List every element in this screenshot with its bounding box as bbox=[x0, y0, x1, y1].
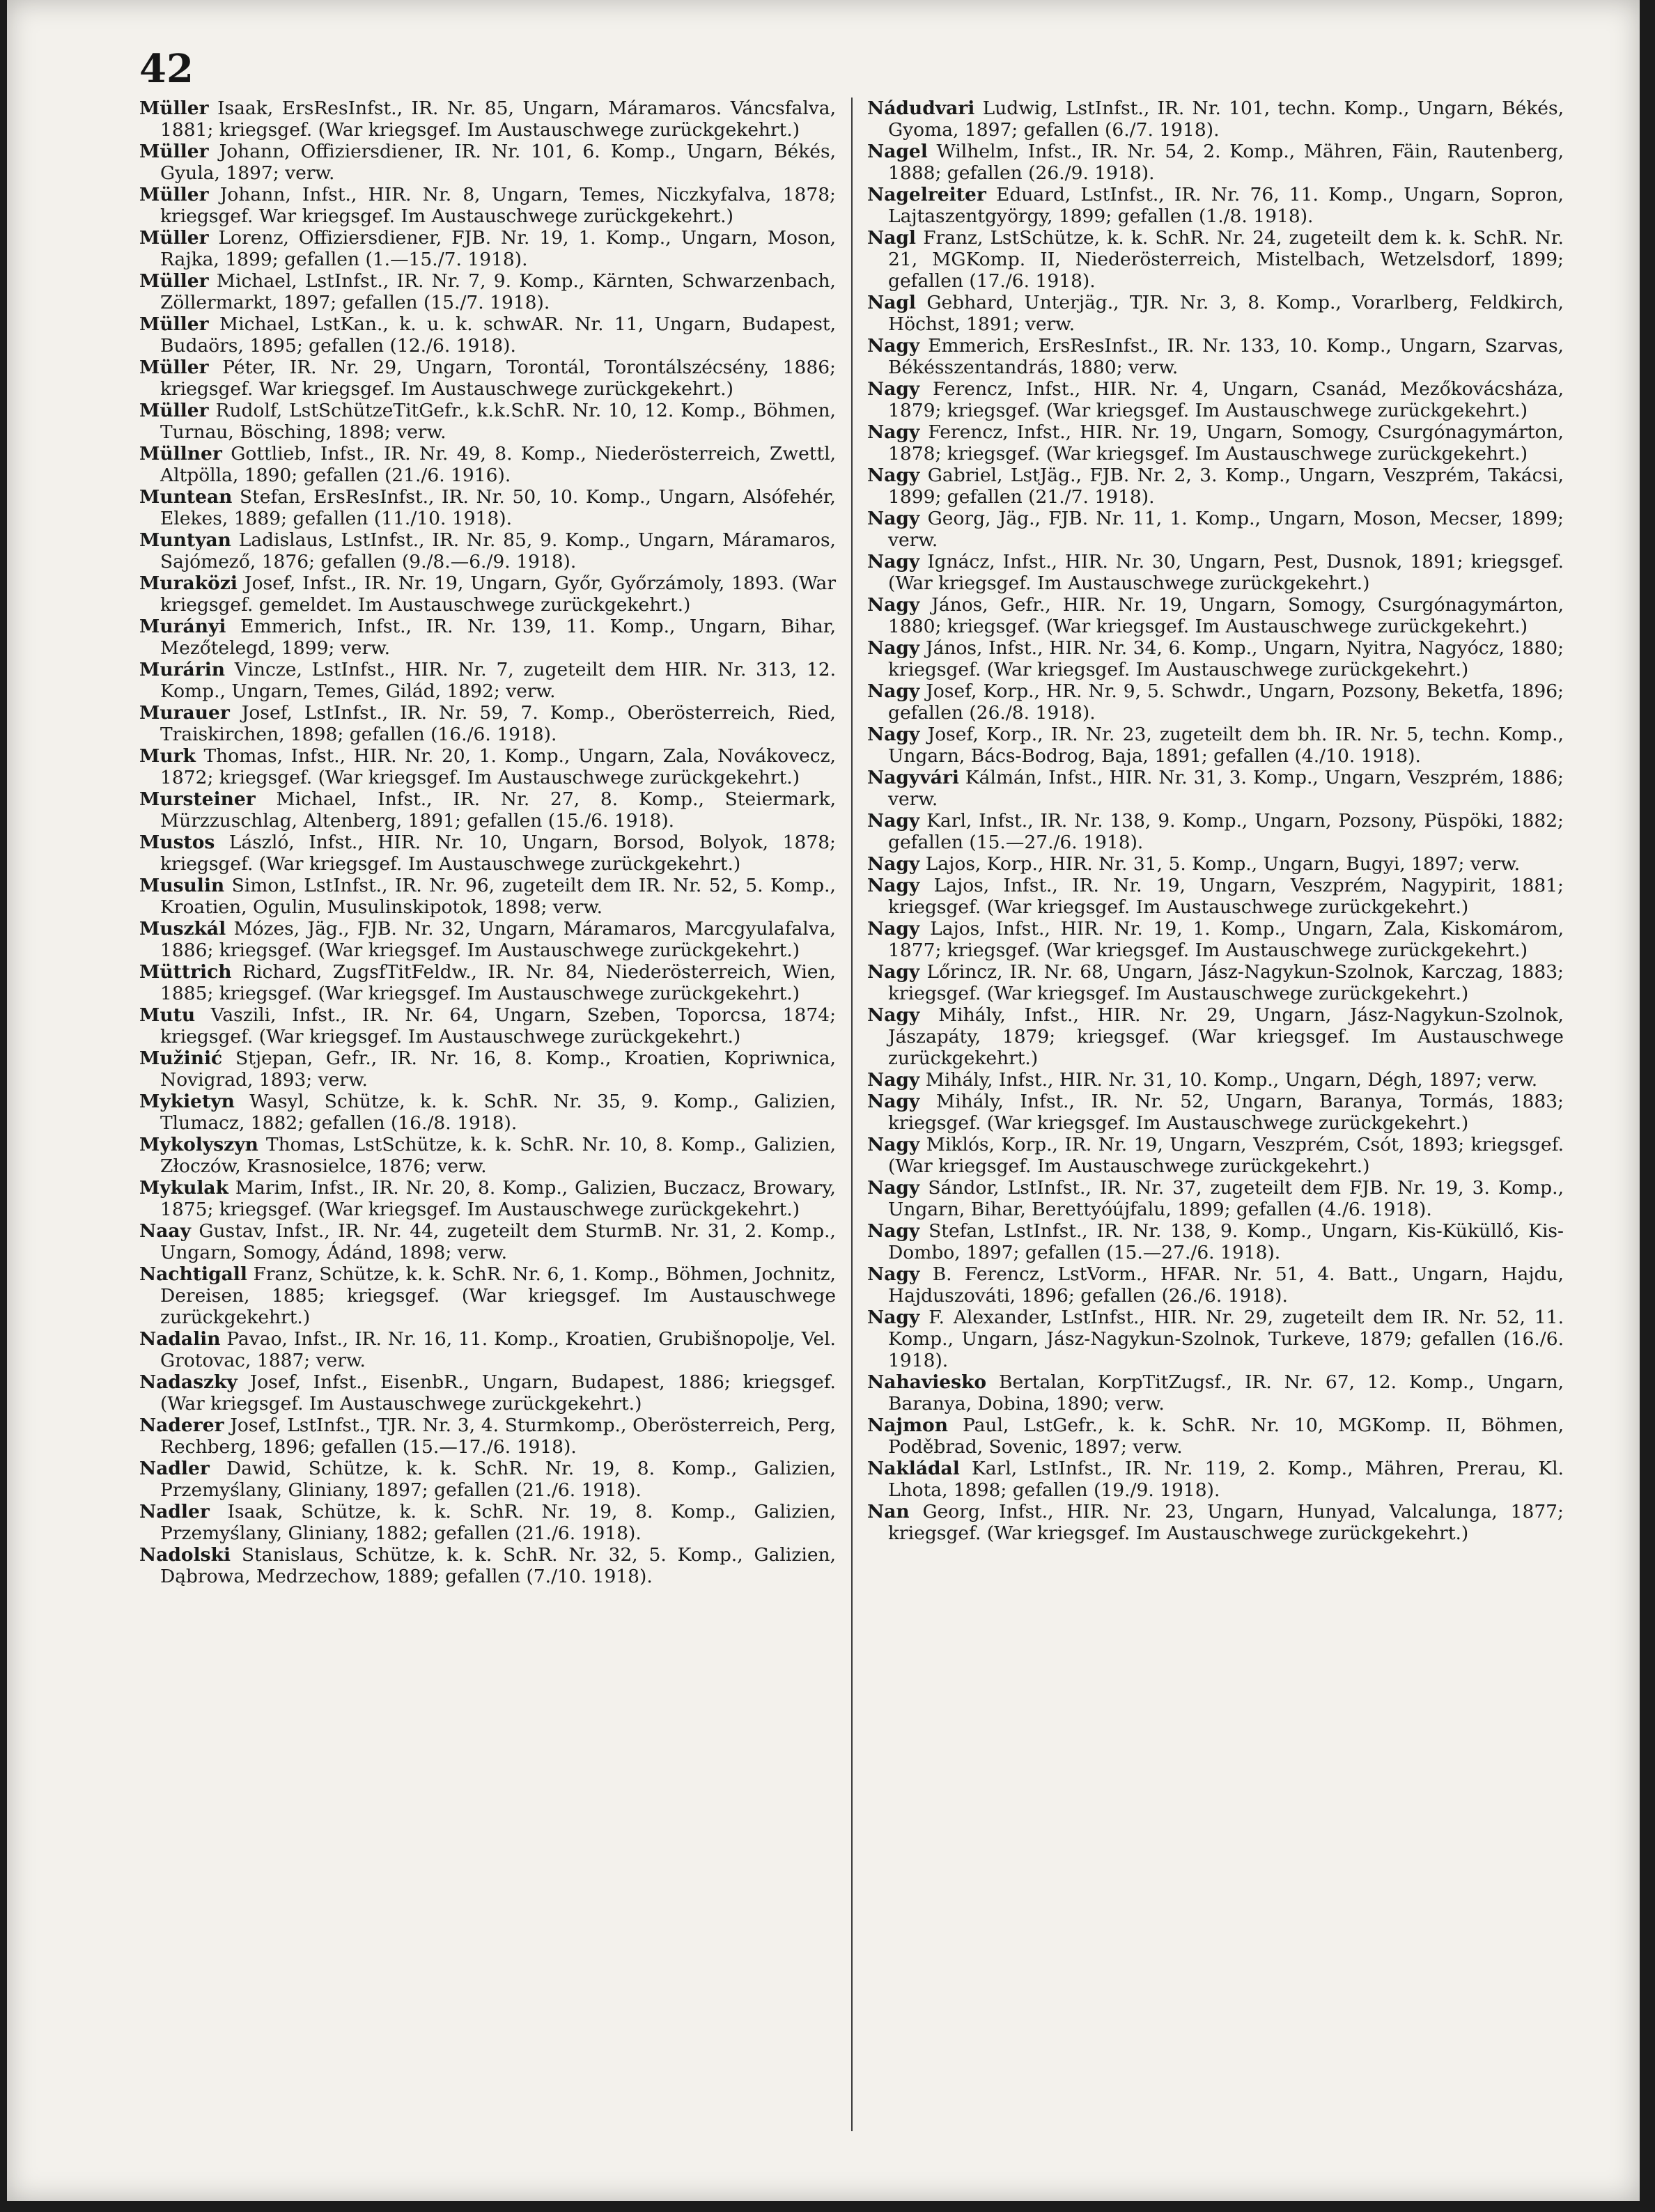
entry-surname: Mykulak bbox=[139, 1177, 228, 1199]
entry-details: Franz, Schütze, k. k. SchR. Nr. 6, 1. Komp., Böhmen, Jochnitz, Dereisen, 1885; kriegsgef. (War kriegsgef. Im Austauschwege zurückgekehrt.) bbox=[160, 1263, 836, 1328]
entry-details: Karl, Infst., IR. Nr. 138, 9. Komp., Ungarn, Pozsony, Püspöki, 1882; gefallen (15.—27./6. 1918). bbox=[888, 810, 1564, 853]
list-entry bbox=[867, 508, 1564, 551]
entry-surname: Nagy bbox=[867, 875, 920, 896]
entry-surname: Nagy bbox=[867, 1177, 920, 1199]
list-entry bbox=[867, 1091, 1564, 1134]
entry-surname: Müller bbox=[139, 270, 209, 292]
entry-details: Kálmán, Infst., HIR. Nr. 31, 3. Komp., Ungarn, Veszprém, 1886; verw. bbox=[888, 767, 1564, 810]
entry-details: Pavao, Infst., IR. Nr. 16, 11. Komp., Kroatien, Grubišnopolje, Vel. Grotovac, 1887; verw. bbox=[160, 1328, 836, 1371]
entry-surname: Müller bbox=[139, 141, 209, 162]
list-entry bbox=[867, 421, 1564, 465]
entry-surname: Müller bbox=[139, 227, 209, 249]
entry-surname: Nagy bbox=[867, 1307, 920, 1328]
entry-surname: Nagy bbox=[867, 853, 920, 875]
list-entry bbox=[139, 1134, 836, 1177]
entry-surname: Murk bbox=[139, 745, 196, 767]
list-entry bbox=[139, 659, 836, 702]
entry-surname: Nagy bbox=[867, 508, 920, 529]
list-entry bbox=[139, 616, 836, 659]
entry-surname: Nagy bbox=[867, 961, 920, 983]
list-entry bbox=[867, 98, 1564, 141]
list-entry bbox=[139, 1177, 836, 1220]
entry-details: Josef, Korp., IR. Nr. 23, zugeteilt dem bh. IR. Nr. 5, techn. Komp., Ungarn, Bács-Bodrog, Baja, 1891; gefallen (4./10. 1918). bbox=[888, 724, 1564, 767]
entry-details: Stjepan, Gefr., IR. Nr. 16, 8. Komp., Kroatien, Kopriwnica, Novigrad, 1893; verw. bbox=[160, 1047, 836, 1091]
entry-details: Josef, Infst., EisenbR., Ungarn, Budapest, 1886; kriegsgef. (War kriegsgef. Im Austauschwege zurückgekehrt.) bbox=[160, 1371, 836, 1415]
list-entry bbox=[139, 1047, 836, 1091]
list-entry bbox=[139, 270, 836, 313]
list-entry bbox=[867, 1177, 1564, 1220]
entry-details: Michael, LstInfst., IR. Nr. 7, 9. Komp., Kärnten, Schwarzenbach, Zöllermarkt, 1897; gefallen (15./7. 1918). bbox=[160, 270, 836, 313]
entry-surname: Muntyan bbox=[139, 529, 231, 551]
list-entry bbox=[139, 313, 836, 357]
entry-surname: Müller bbox=[139, 357, 209, 378]
entry-details: Paul, LstGefr., k. k. SchR. Nr. 10, MGKomp. II, Böhmen, Poděbrad, Sovenic, 1897; verw. bbox=[888, 1415, 1564, 1458]
list-entry bbox=[139, 1415, 836, 1458]
list-entry bbox=[867, 1069, 1564, 1091]
list-entry bbox=[867, 551, 1564, 594]
list-entry bbox=[867, 1458, 1564, 1501]
entry-surname: Mužinić bbox=[139, 1047, 223, 1069]
entry-details: Stefan, ErsResInfst., IR. Nr. 50, 10. Komp., Ungarn, Alsófehér, Elekes, 1889; gefallen (11./10. 1918). bbox=[160, 486, 836, 529]
entry-surname: Nagelreiter bbox=[867, 184, 986, 205]
list-entry bbox=[867, 767, 1564, 810]
list-entry bbox=[139, 529, 836, 573]
page-number: 42 bbox=[139, 46, 194, 92]
entry-surname: Mutu bbox=[139, 1004, 196, 1026]
entry-details: Emmerich, Infst., IR. Nr. 139, 11. Komp., Ungarn, Bihar, Mezőtelegd, 1899; verw. bbox=[160, 616, 836, 659]
entry-surname: Müttrich bbox=[139, 961, 232, 983]
entry-surname: Nagy bbox=[867, 594, 920, 616]
list-entry bbox=[867, 810, 1564, 853]
entry-surname: Naderer bbox=[139, 1415, 224, 1436]
list-entry bbox=[139, 400, 836, 443]
list-entry bbox=[867, 875, 1564, 918]
entry-details: Marim, Infst., IR. Nr. 20, 8. Komp., Galizien, Buczacz, Browary, 1875; kriegsgef. (War kriegsgef. Im Austauschwege zurückgekehrt.) bbox=[160, 1177, 836, 1220]
entry-details: Gabriel, LstJäg., FJB. Nr. 2, 3. Komp., Ungarn, Veszprém, Takácsi, 1899; gefallen (21./7. 1918). bbox=[888, 465, 1564, 508]
entry-surname: Mykolyszyn bbox=[139, 1134, 258, 1155]
list-entry bbox=[867, 918, 1564, 961]
entry-details: Ludwig, LstInfst., IR. Nr. 101, techn. Komp., Ungarn, Békés, Gyoma, 1897; gefallen (6./7. 1918). bbox=[888, 98, 1564, 141]
entry-details: Josef, LstInfst., IR. Nr. 59, 7. Komp., Oberösterreich, Ried, Traiskirchen, 1898; gefallen (16./6. 1918). bbox=[160, 702, 836, 745]
entry-surname: Nakládal bbox=[867, 1458, 960, 1479]
entry-details: Josef, LstInfst., TJR. Nr. 3, 4. Sturmkomp., Oberösterreich, Perg, Rechberg, 1896; gefallen (15.—17./6. 1918). bbox=[160, 1415, 836, 1458]
entry-surname: Müller bbox=[139, 184, 209, 205]
entry-surname: Nagy bbox=[867, 1134, 920, 1155]
entry-surname: Nadalin bbox=[139, 1328, 221, 1350]
list-entry bbox=[867, 1415, 1564, 1458]
entry-details: Gottlieb, Infst., IR. Nr. 49, 8. Komp., Niederösterreich, Zwettl, Altpölla, 1890; gefallen (21./6. 1916). bbox=[160, 443, 836, 486]
entry-details: Vincze, LstInfst., HIR. Nr. 7, zugeteilt dem HIR. Nr. 313, 12. Komp., Ungarn, Temes, Gilád, 1892; verw. bbox=[160, 659, 836, 702]
entry-surname: Nahaviesko bbox=[867, 1371, 987, 1393]
entry-surname: Nagy bbox=[867, 465, 920, 486]
entry-surname: Nagy bbox=[867, 1220, 920, 1242]
list-entry bbox=[139, 1220, 836, 1263]
list-entry bbox=[139, 1371, 836, 1415]
list-entry bbox=[867, 594, 1564, 637]
entry-details: Josef, Infst., IR. Nr. 19, Ungarn, Győr, Győrzámoly, 1893. (War kriegsgef. gemeldet. Im Austauschwege zurückgekehrt.) bbox=[160, 573, 836, 616]
entry-surname: Nagl bbox=[867, 227, 916, 249]
entry-details: Thomas, Infst., HIR. Nr. 20, 1. Komp., Ungarn, Zala, Novákovecz, 1872; kriegsgef. (War kriegsgef. Im Austauschwege zurückgekehrt.) bbox=[160, 745, 836, 788]
entry-details: Mihály, Infst., HIR. Nr. 29, Ungarn, Jász-Nagykun-Szolnok, Jászapáty, 1879; kriegsgef. (War kriegsgef. Im Austauschwege zurückgekehrt.) bbox=[888, 1004, 1564, 1069]
entry-surname: Mykietyn bbox=[139, 1091, 235, 1112]
entry-surname: Nagy bbox=[867, 421, 920, 443]
document-page bbox=[7, 0, 1640, 2201]
list-entry bbox=[867, 1220, 1564, 1263]
entry-surname: Mustos bbox=[139, 832, 215, 853]
entry-surname: Nagy bbox=[867, 1069, 920, 1091]
list-entry bbox=[139, 141, 836, 184]
entry-details: Lorenz, Offiziersdiener, FJB. Nr. 19, 1. Komp., Ungarn, Moson, Rajka, 1899; gefallen (1.—15./7. 1918). bbox=[160, 227, 836, 270]
entry-surname: Nadaszky bbox=[139, 1371, 238, 1393]
list-entry bbox=[139, 1263, 836, 1328]
list-entry bbox=[139, 184, 836, 227]
list-entry bbox=[139, 702, 836, 745]
entry-surname: Murányi bbox=[139, 616, 226, 637]
entry-details: László, Infst., HIR. Nr. 10, Ungarn, Borsod, Bolyok, 1878; kriegsgef. (War kriegsgef. Im Austauschwege zurückgekehrt.) bbox=[160, 832, 836, 875]
list-entry bbox=[139, 875, 836, 918]
entry-details: Ferencz, Infst., HIR. Nr. 4, Ungarn, Csanád, Mezőkovácsháza, 1879; kriegsgef. (War kriegsgef. Im Austauschwege zurückgekehrt.) bbox=[888, 378, 1564, 421]
entry-surname: Nagy bbox=[867, 810, 920, 832]
entry-details: Mózes, Jäg., FJB. Nr. 32, Ungarn, Máramaros, Marcgyulafalva, 1886; kriegsgef. (War kriegsgef. Im Austauschwege zurückgekehrt.) bbox=[160, 918, 836, 961]
list-entry bbox=[139, 1544, 836, 1587]
entry-details: Franz, LstSchütze, k. k. SchR. Nr. 24, zugeteilt dem k. k. SchR. Nr. 21, MGKomp. II, Niederösterreich, Mistelbach, Wetzelsdorf, 1899; gefallen (17./6. 1918). bbox=[888, 227, 1564, 292]
list-entry bbox=[139, 961, 836, 1004]
list-entry bbox=[867, 961, 1564, 1004]
entry-surname: Nádudvari bbox=[867, 98, 975, 119]
entry-surname: Nagy bbox=[867, 918, 920, 940]
entry-surname: Naay bbox=[139, 1220, 191, 1242]
list-entry bbox=[139, 832, 836, 875]
entry-surname: Müller bbox=[139, 98, 209, 119]
entry-surname: Nagyvári bbox=[867, 767, 959, 788]
list-entry bbox=[867, 853, 1564, 875]
list-entry bbox=[139, 1328, 836, 1371]
entry-details: Mihály, Infst., HIR. Nr. 31, 10. Komp., Ungarn, Dégh, 1897; verw. bbox=[925, 1069, 1538, 1091]
list-entry bbox=[867, 1134, 1564, 1177]
list-entry bbox=[867, 1501, 1564, 1544]
list-entry bbox=[867, 1371, 1564, 1415]
entry-surname: Nagy bbox=[867, 1091, 920, 1112]
left-column bbox=[139, 98, 836, 1587]
entry-details: Mihály, Infst., IR. Nr. 52, Ungarn, Baranya, Tormás, 1883; kriegsgef. (War kriegsgef. Im Austauschwege zurückgekehrt.) bbox=[888, 1091, 1564, 1134]
entry-details: F. Alexander, LstInfst., HIR. Nr. 29, zugeteilt dem IR. Nr. 52, 11. Komp., Ungarn, Jász-Nagykun-Szolnok, Turkeve, 1879; gefallen (16./6. 1918). bbox=[888, 1307, 1564, 1371]
entry-details: B. Ferencz, LstVorm., HFAR. Nr. 51, 4. Batt., Ungarn, Hajdu, Hajduszováti, 1896; gefallen (26./6. 1918). bbox=[888, 1263, 1564, 1307]
entry-surname: Müller bbox=[139, 400, 209, 421]
entry-details: Michael, LstKan., k. u. k. schwAR. Nr. 11, Ungarn, Budapest, Budaörs, 1895; gefallen (12./6. 1918). bbox=[160, 313, 836, 357]
entry-surname: Nagy bbox=[867, 637, 920, 659]
entry-details: Lőrincz, IR. Nr. 68, Ungarn, Jász-Nagykun-Szolnok, Karczag, 1883; kriegsgef. (War kriegsgef. Im Austauschwege zurückgekehrt.) bbox=[888, 961, 1564, 1004]
list-entry bbox=[867, 378, 1564, 421]
entry-surname: Nagy bbox=[867, 1263, 920, 1285]
list-entry bbox=[139, 573, 836, 616]
entry-surname: Murauer bbox=[139, 702, 230, 724]
entry-surname: Muszkál bbox=[139, 918, 226, 940]
entry-details: Emmerich, ErsResInfst., IR. Nr. 133, 10. Komp., Ungarn, Szarvas, Békésszentandrás, 1880; verw. bbox=[888, 335, 1564, 378]
entry-details: Johann, Infst., HIR. Nr. 8, Ungarn, Temes, Niczkyfalva, 1878; kriegsgef. War kriegsgef. Im Austauschwege zurückgekehrt.) bbox=[160, 184, 836, 227]
entry-details: Miklós, Korp., IR. Nr. 19, Ungarn, Veszprém, Csót, 1893; kriegsgef. (War kriegsgef. Im Austauschwege zurückgekehrt.) bbox=[888, 1134, 1564, 1177]
list-entry bbox=[139, 227, 836, 270]
entry-surname: Nan bbox=[867, 1501, 910, 1522]
entry-surname: Nadolski bbox=[139, 1544, 231, 1566]
list-entry bbox=[867, 465, 1564, 508]
entry-details: Richard, ZugsfTitFeldw., IR. Nr. 84, Niederösterreich, Wien, 1885; kriegsgef. (War kriegsgef. Im Austauschwege zurückgekehrt.) bbox=[160, 961, 836, 1004]
entry-surname: Müller bbox=[139, 313, 209, 335]
list-entry bbox=[139, 918, 836, 961]
list-entry bbox=[867, 1004, 1564, 1069]
entry-details: Lajos, Infst., IR. Nr. 19, Ungarn, Veszprém, Nagypirit, 1881; kriegsgef. (War kriegsgef. Im Austauschwege zurückgekehrt.) bbox=[888, 875, 1564, 918]
entry-details: Michael, Infst., IR. Nr. 27, 8. Komp., Steiermark, Mürzzuschlag, Altenberg, 1891; gefallen (15./6. 1918). bbox=[160, 788, 836, 832]
list-entry bbox=[139, 443, 836, 486]
entry-surname: Nagy bbox=[867, 680, 920, 702]
entry-surname: Müllner bbox=[139, 443, 222, 465]
entry-surname: Nagy bbox=[867, 724, 920, 745]
entry-details: Eduard, LstInfst., IR. Nr. 76, 11. Komp., Ungarn, Sopron, Lajtaszentgyörgy, 1899; gefallen (1./8. 1918). bbox=[888, 184, 1564, 227]
list-entry bbox=[139, 1091, 836, 1134]
column-divider bbox=[851, 98, 853, 2131]
list-entry bbox=[139, 745, 836, 788]
list-entry bbox=[139, 1501, 836, 1544]
entry-surname: Muntean bbox=[139, 486, 233, 508]
list-entry bbox=[867, 1307, 1564, 1371]
list-entry bbox=[139, 1458, 836, 1501]
list-entry bbox=[139, 788, 836, 832]
list-entry bbox=[867, 724, 1564, 767]
entry-details: Johann, Offiziersdiener, IR. Nr. 101, 6. Komp., Ungarn, Békés, Gyula, 1897; verw. bbox=[160, 141, 836, 184]
entry-surname: Muraközi bbox=[139, 573, 238, 594]
entry-surname: Nagy bbox=[867, 1004, 920, 1026]
entry-details: Lajos, Korp., HIR. Nr. 31, 5. Komp., Ungarn, Bugyi, 1897; verw. bbox=[925, 853, 1521, 875]
list-entry bbox=[867, 637, 1564, 680]
entry-details: Rudolf, LstSchützeTitGefr., k.k.SchR. Nr. 10, 12. Komp., Böhmen, Turnau, Bösching, 1898; verw. bbox=[160, 400, 836, 443]
list-entry bbox=[867, 184, 1564, 227]
entry-details: Ladislaus, LstInfst., IR. Nr. 85, 9. Komp., Ungarn, Máramaros, Sajómező, 1876; gefallen (9./8.—6./9. 1918). bbox=[160, 529, 836, 573]
entry-details: Lajos, Infst., HIR. Nr. 19, 1. Komp., Ungarn, Zala, Kiskomárom, 1877; kriegsgef. (War kriegsgef. Im Austauschwege zurückgekehrt.) bbox=[888, 918, 1564, 961]
entry-surname: Nagy bbox=[867, 335, 920, 357]
entry-details: Vaszili, Infst., IR. Nr. 64, Ungarn, Szeben, Toporcsa, 1874; kriegsgef. (War kriegsgef. Im Austauschwege zurückgekehrt.) bbox=[160, 1004, 836, 1047]
list-entry bbox=[139, 486, 836, 529]
right-column bbox=[867, 98, 1564, 1544]
entry-details: Dawid, Schütze, k. k. SchR. Nr. 19, 8. Komp., Galizien, Przemyślany, Gliniany, 1897; gefallen (21./6. 1918). bbox=[160, 1458, 836, 1501]
list-entry bbox=[139, 357, 836, 400]
entry-details: Wilhelm, Infst., IR. Nr. 54, 2. Komp., Mähren, Fäin, Rautenberg, 1888; gefallen (26./9. 1918). bbox=[888, 141, 1564, 184]
list-entry bbox=[867, 141, 1564, 184]
list-entry bbox=[867, 227, 1564, 292]
entry-details: János, Infst., HIR. Nr. 34, 6. Komp., Ungarn, Nyitra, Nagyócz, 1880; kriegsgef. (War kriegsgef. Im Austauschwege zurückgekehrt.) bbox=[888, 637, 1564, 680]
list-entry bbox=[139, 1004, 836, 1047]
entry-surname: Murárin bbox=[139, 659, 226, 680]
entry-details: Isaak, ErsResInfst., IR. Nr. 85, Ungarn, Máramaros. Váncsfalva, 1881; kriegsgef. (War kriegsgef. Im Austauschwege zurückgekehrt.) bbox=[160, 98, 836, 141]
entry-surname: Nadler bbox=[139, 1458, 210, 1479]
list-entry bbox=[139, 98, 836, 141]
entry-details: Gustav, Infst., IR. Nr. 44, zugeteilt dem SturmB. Nr. 31, 2. Komp., Ungarn, Somogy, Ádánd, 1898; verw. bbox=[160, 1220, 836, 1263]
entry-details: Sándor, LstInfst., IR. Nr. 37, zugeteilt dem FJB. Nr. 19, 3. Komp., Ungarn, Bihar, Berettyóújfalu, 1899; gefallen (4./6. 1918). bbox=[888, 1177, 1564, 1220]
entry-details: Stefan, LstInfst., IR. Nr. 138, 9. Komp., Ungarn, Kis-Küküllő, Kis-Dombo, 1897; gefallen (15.—27./6. 1918). bbox=[888, 1220, 1564, 1263]
entry-details: Georg, Infst., HIR. Nr. 23, Ungarn, Hunyad, Valcalunga, 1877; kriegsgef. (War kriegsgef. Im Austauschwege zurückgekehrt.) bbox=[888, 1501, 1564, 1544]
entry-details: Wasyl, Schütze, k. k. SchR. Nr. 35, 9. Komp., Galizien, Tlumacz, 1882; gefallen (16./8. 1918). bbox=[160, 1091, 836, 1134]
entry-details: Ferencz, Infst., HIR. Nr. 19, Ungarn, Somogy, Csurgónagymárton, 1878; kriegsgef. (War kriegsgef. Im Austauschwege zurückgekehrt.) bbox=[888, 421, 1564, 465]
entry-details: Péter, IR. Nr. 29, Ungarn, Torontál, Torontálszécsény, 1886; kriegsgef. War kriegsgef. Im Austauschwege zurückgekehrt.) bbox=[160, 357, 836, 400]
entry-details: Gebhard, Unterjäg., TJR. Nr. 3, 8. Komp., Vorarlberg, Feldkirch, Höchst, 1891; verw. bbox=[888, 292, 1564, 335]
entry-details: Josef, Korp., HR. Nr. 9, 5. Schwdr., Ungarn, Pozsony, Beketfa, 1896; gefallen (26./8. 1918). bbox=[888, 680, 1564, 724]
entry-surname: Nagy bbox=[867, 551, 920, 573]
entry-surname: Najmon bbox=[867, 1415, 948, 1436]
entry-details: Bertalan, KorpTitZugsf., IR. Nr. 67, 12. Komp., Ungarn, Baranya, Dobina, 1890; verw. bbox=[888, 1371, 1564, 1415]
entry-surname: Mursteiner bbox=[139, 788, 256, 810]
entry-details: Karl, LstInfst., IR. Nr. 119, 2. Komp., Mähren, Prerau, Kl. Lhota, 1898; gefallen (19./9. 1918). bbox=[888, 1458, 1564, 1501]
entry-surname: Nagy bbox=[867, 378, 920, 400]
entry-details: Simon, LstInfst., IR. Nr. 96, zugeteilt dem IR. Nr. 52, 5. Komp., Kroatien, Ogulin, Musulinskipotok, 1898; verw. bbox=[160, 875, 836, 918]
entry-details: Stanislaus, Schütze, k. k. SchR. Nr. 32, 5. Komp., Galizien, Dąbrowa, Medrzechow, 1889; gefallen (7./10. 1918). bbox=[160, 1544, 836, 1587]
entry-surname: Nagel bbox=[867, 141, 928, 162]
entry-details: Thomas, LstSchütze, k. k. SchR. Nr. 10, 8. Komp., Galizien, Złoczów, Krasnosielce, 1876; verw. bbox=[160, 1134, 836, 1177]
list-entry bbox=[867, 1263, 1564, 1307]
entry-details: János, Gefr., HIR. Nr. 19, Ungarn, Somogy, Csurgónagymárton, 1880; kriegsgef. (War kriegsgef. Im Austauschwege zurückgekehrt.) bbox=[888, 594, 1564, 637]
list-entry bbox=[867, 292, 1564, 335]
entry-details: Ignácz, Infst., HIR. Nr. 30, Ungarn, Pest, Dusnok, 1891; kriegsgef. (War kriegsgef. Im Austauschwege zurückgekehrt.) bbox=[888, 551, 1564, 594]
entry-surname: Nagl bbox=[867, 292, 916, 313]
entry-surname: Nadler bbox=[139, 1501, 210, 1522]
entry-details: Georg, Jäg., FJB. Nr. 11, 1. Komp., Ungarn, Moson, Mecser, 1899; verw. bbox=[888, 508, 1564, 551]
entry-surname: Nachtigall bbox=[139, 1263, 247, 1285]
list-entry bbox=[867, 680, 1564, 724]
entry-surname: Musulin bbox=[139, 875, 225, 896]
entry-details: Isaak, Schütze, k. k. SchR. Nr. 19, 8. Komp., Galizien, Przemyślany, Gliniany, 1882; gefallen (21./6. 1918). bbox=[160, 1501, 836, 1544]
list-entry bbox=[867, 335, 1564, 378]
